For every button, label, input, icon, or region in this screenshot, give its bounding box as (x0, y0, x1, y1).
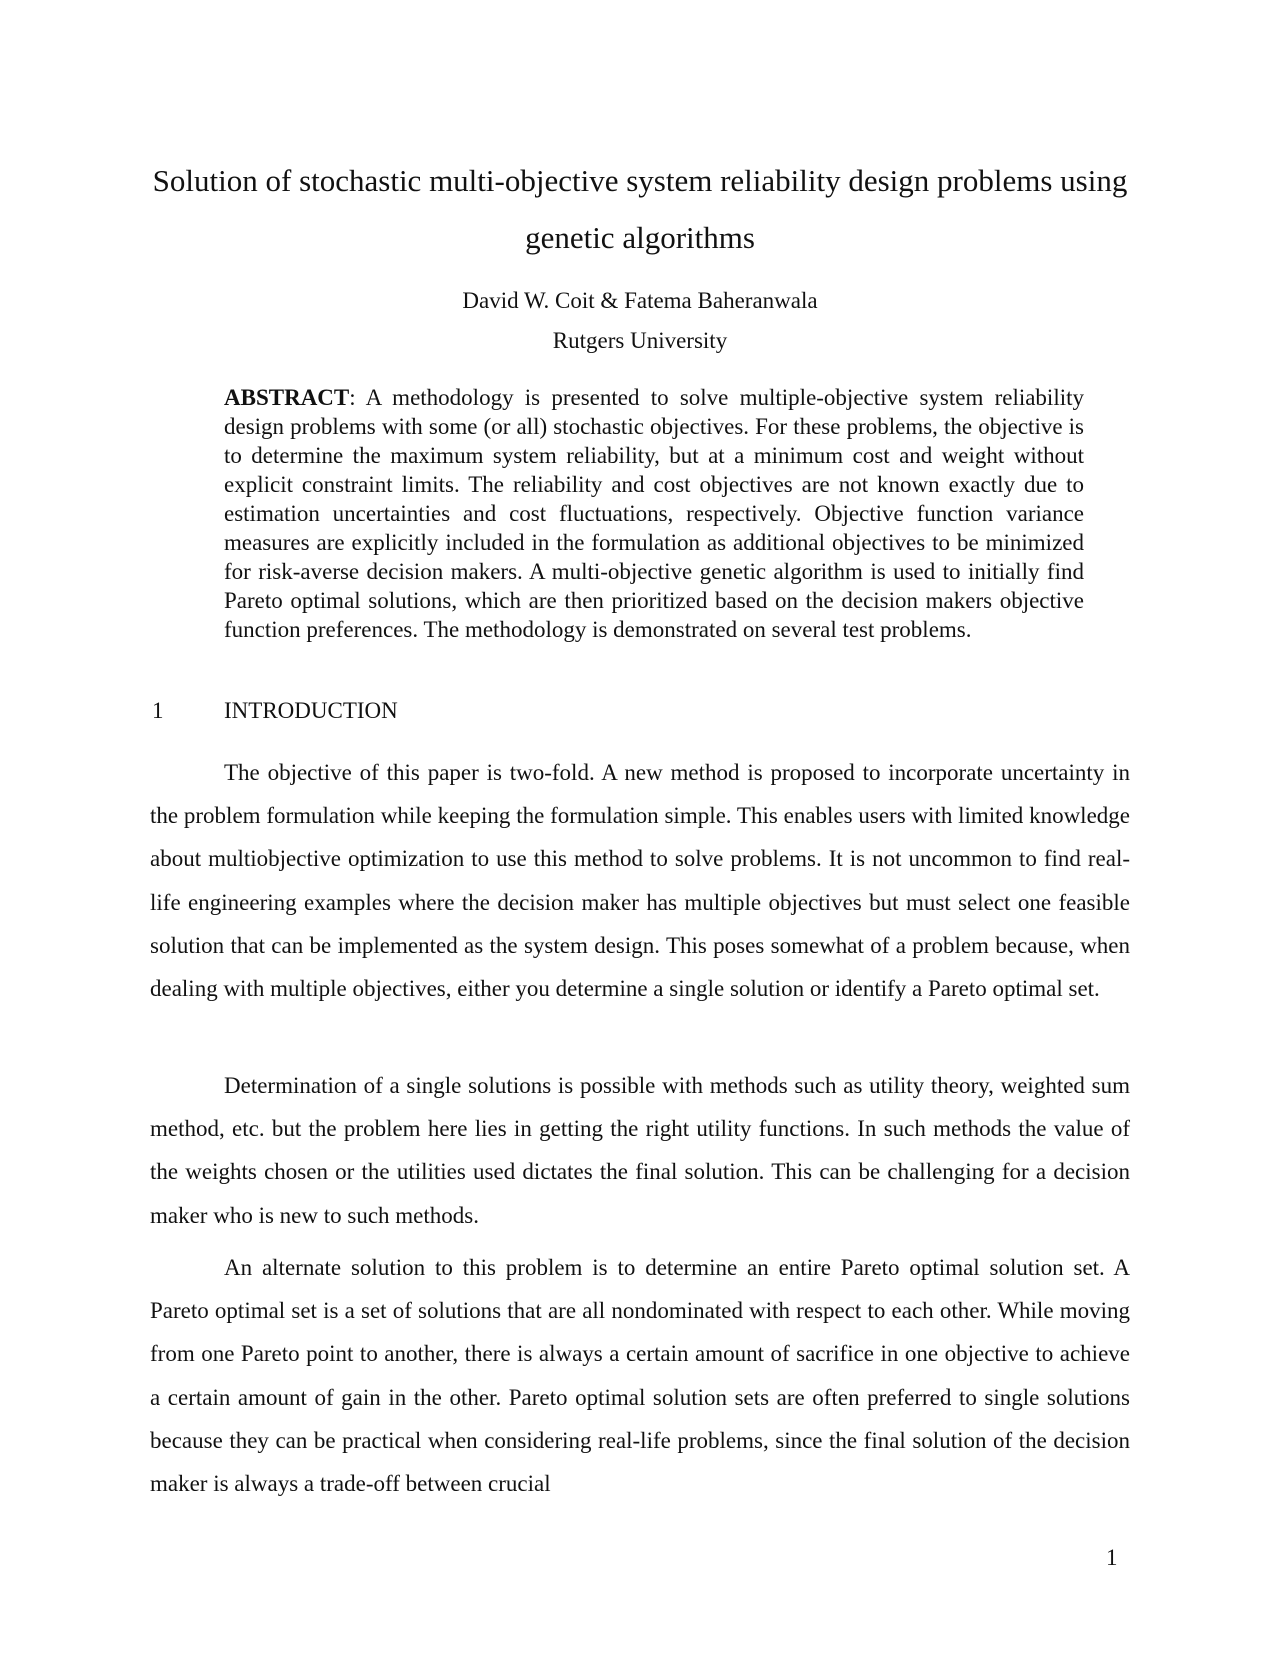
paper-authors: David W. Coit & Fatema Baheranwala (462, 288, 818, 313)
abstract (224, 383, 1084, 644)
paper-title: Solution of stochastic multi-objective system reliability design problems using genetic algorithms (152, 163, 1128, 255)
body-paragraph: An alternate solution to this problem is to determine an entire Pareto optimal solution set. A Pareto optimal set is a set of solutions that are all nondominated with respect to each other. While moving from one Pareto point to another, there is always a certain amount of sacrifice in one objective to achieve a certain amount of gain in the other. Pareto optimal solution sets are often preferred to single solutions because they can be practical when considering real-life problems, since the final solution of the decision maker is always a trade-off between crucial (150, 1255, 1130, 1497)
section-number: 1 (152, 698, 164, 723)
body-paragraph: Determination of a single solutions is possible with methods such as utility theory, weighted sum method, etc. but the problem here lies in getting the right utility functions. In such methods the value of the weights chosen or the utilities used dictates the final solution. This can be challenging for a decision maker who is new to such methods. (150, 1073, 1130, 1228)
page-number: 1 (1106, 1545, 1118, 1570)
paper-affiliation: Rutgers University (552, 328, 728, 353)
section-title: INTRODUCTION (224, 698, 398, 723)
abstract-text: : A methodology is presented to solve multiple-objective system reliability design problems with some (or all) stochastic objectives. For these problems, the objective is to determine the maximum system reliability, but at a minimum cost and weight without explicit constraint limits. The reliability and cost objectives are not known exactly due to estimation uncertainties and cost fluctuations, respectively. Objective function variance measures are explicitly included in the formulation as additional objectives to be minimized for risk-averse decision makers. A multi-objective genetic algorithm is used to initially find Pareto optimal solutions, which are then prioritized based on the decision makers objective function preferences. The methodology is demonstrated on several test problems. (224, 385, 1084, 642)
section-heading (152, 697, 398, 725)
abstract-label: ABSTRACT (224, 385, 350, 410)
body-paragraph: The objective of this paper is two-fold. A new method is proposed to incorporate uncertainty in the problem formulation while keeping the formulation simple. This enables users with limited knowledge about multiobjective optimization to use this method to solve problems. It is not uncommon to find real-life engineering examples where the decision maker has multiple objectives but must select one feasible solution that can be implemented as the system design. This poses somewhat of a problem because, when dealing with multiple objectives, either you determine a single solution or identify a Pareto optimal set. (150, 760, 1130, 1002)
